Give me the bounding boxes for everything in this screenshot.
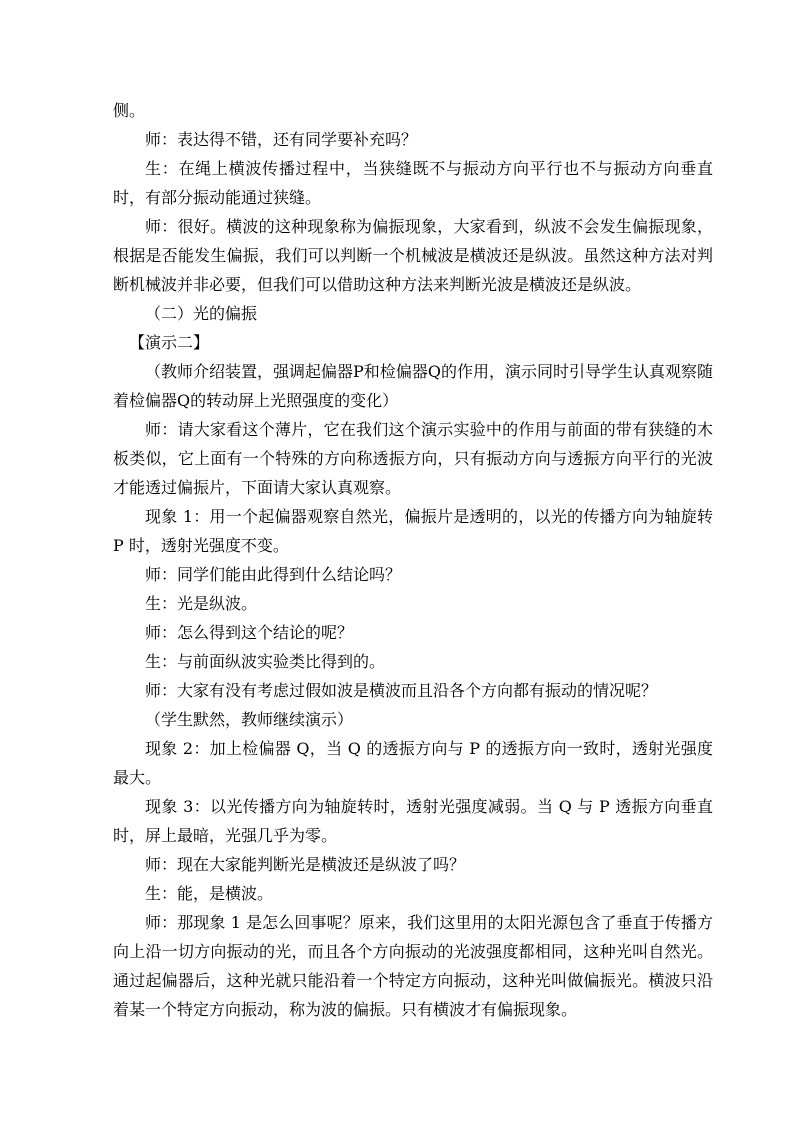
paragraph-stage-note: （学生默然，教师继续演示） xyxy=(145,710,354,729)
paragraph-student-longitudinal: 生：光是纵波。 xyxy=(145,594,258,613)
paragraph-continuation: 侧。 xyxy=(113,101,146,120)
paragraph-teacher-transverse-question: 师：大家有没有考虑过假如波是横波而且沿各个方向都有振动的情况呢？ xyxy=(145,681,658,700)
document-body xyxy=(113,96,713,1024)
paragraph-teacher-explanation: 师：很好。横波的这种现象称为偏振现象，大家看到，纵波不会发生偏振现象，根据是否能发生偏振，我们可以判断一个机械波是横波还是纵波。虽然这种方法对判断机械波并非必要，但我们可以借助这种方法来判断光波是横波还是纵波。 xyxy=(113,217,713,294)
paragraph-student-answer: 生：在绳上横波传播过程中，当狭缝既不与振动方向平行也不与振动方向垂直时，有部分振动能通过狭缝。 xyxy=(113,159,713,207)
paragraph-phenomenon-2: 现象 2：加上检偏器 Q，当 Q 的透振方向与 P 的透振方向一致时，透射光强度最大。 xyxy=(113,739,713,787)
paragraph-student-analogy: 生：与前面纵波实验类比得到的。 xyxy=(145,652,386,671)
paragraph-demo-note: （教师介绍装置，强调起偏器P和检偏器Q的作用，演示同时引导学生认真观察随着检偏器Q的转动屏上光照强度的变化） xyxy=(113,362,713,410)
paragraph-teacher-polarizer: 师：请大家看这个薄片，它在我们这个演示实验中的作用与前面的带有狭缝的木板类似，它上面有一个特殊的方向称透振方向，只有振动方向与透振方向平行的光波才能透过偏振片，下面请大家认真观察。 xyxy=(113,420,713,497)
section-heading-light-polarization: （二）光的偏振 xyxy=(145,304,258,323)
paragraph-teacher-question: 师：同学们能由此得到什么结论吗？ xyxy=(145,565,402,584)
paragraph-teacher-judge: 师：现在大家能判断光是横波还是纵波了吗？ xyxy=(145,855,466,874)
paragraph-phenomenon-3: 现象 3：以光传播方向为轴旋转时，透射光强度减弱。当 Q 与 P 透振方向垂直时，屏上最暗，光强几乎为零。 xyxy=(113,797,713,845)
paragraph-student-transverse: 生：能，是横波。 xyxy=(145,884,274,903)
paragraph-teacher-remark: 师：表达得不错，还有同学要补充吗？ xyxy=(145,130,418,149)
paragraph-phenomenon-1: 现象 1：用一个起偏器观察自然光，偏振片是透明的，以光的传播方向为轴旋转 P 时，透射光强度不变。 xyxy=(113,507,713,555)
demo-heading: 【演示二】 xyxy=(129,333,210,352)
paragraph-teacher-how: 师：怎么得到这个结论的呢？ xyxy=(145,623,354,642)
paragraph-teacher-conclusion: 师：那现象 1 是怎么回事呢？原来，我们这里用的太阳光源包含了垂直于传播方向上沿一切方向振动的光，而且各个方向振动的光波强度都相同，这种光叫自然光。通过起偏器后，这种光就只能沿着一个特定方向振动，这种光叫做偏振光。横波只沿着某一个特定方向振动，称为波的偏振。只有横波才有偏振现象。 xyxy=(113,913,713,1019)
